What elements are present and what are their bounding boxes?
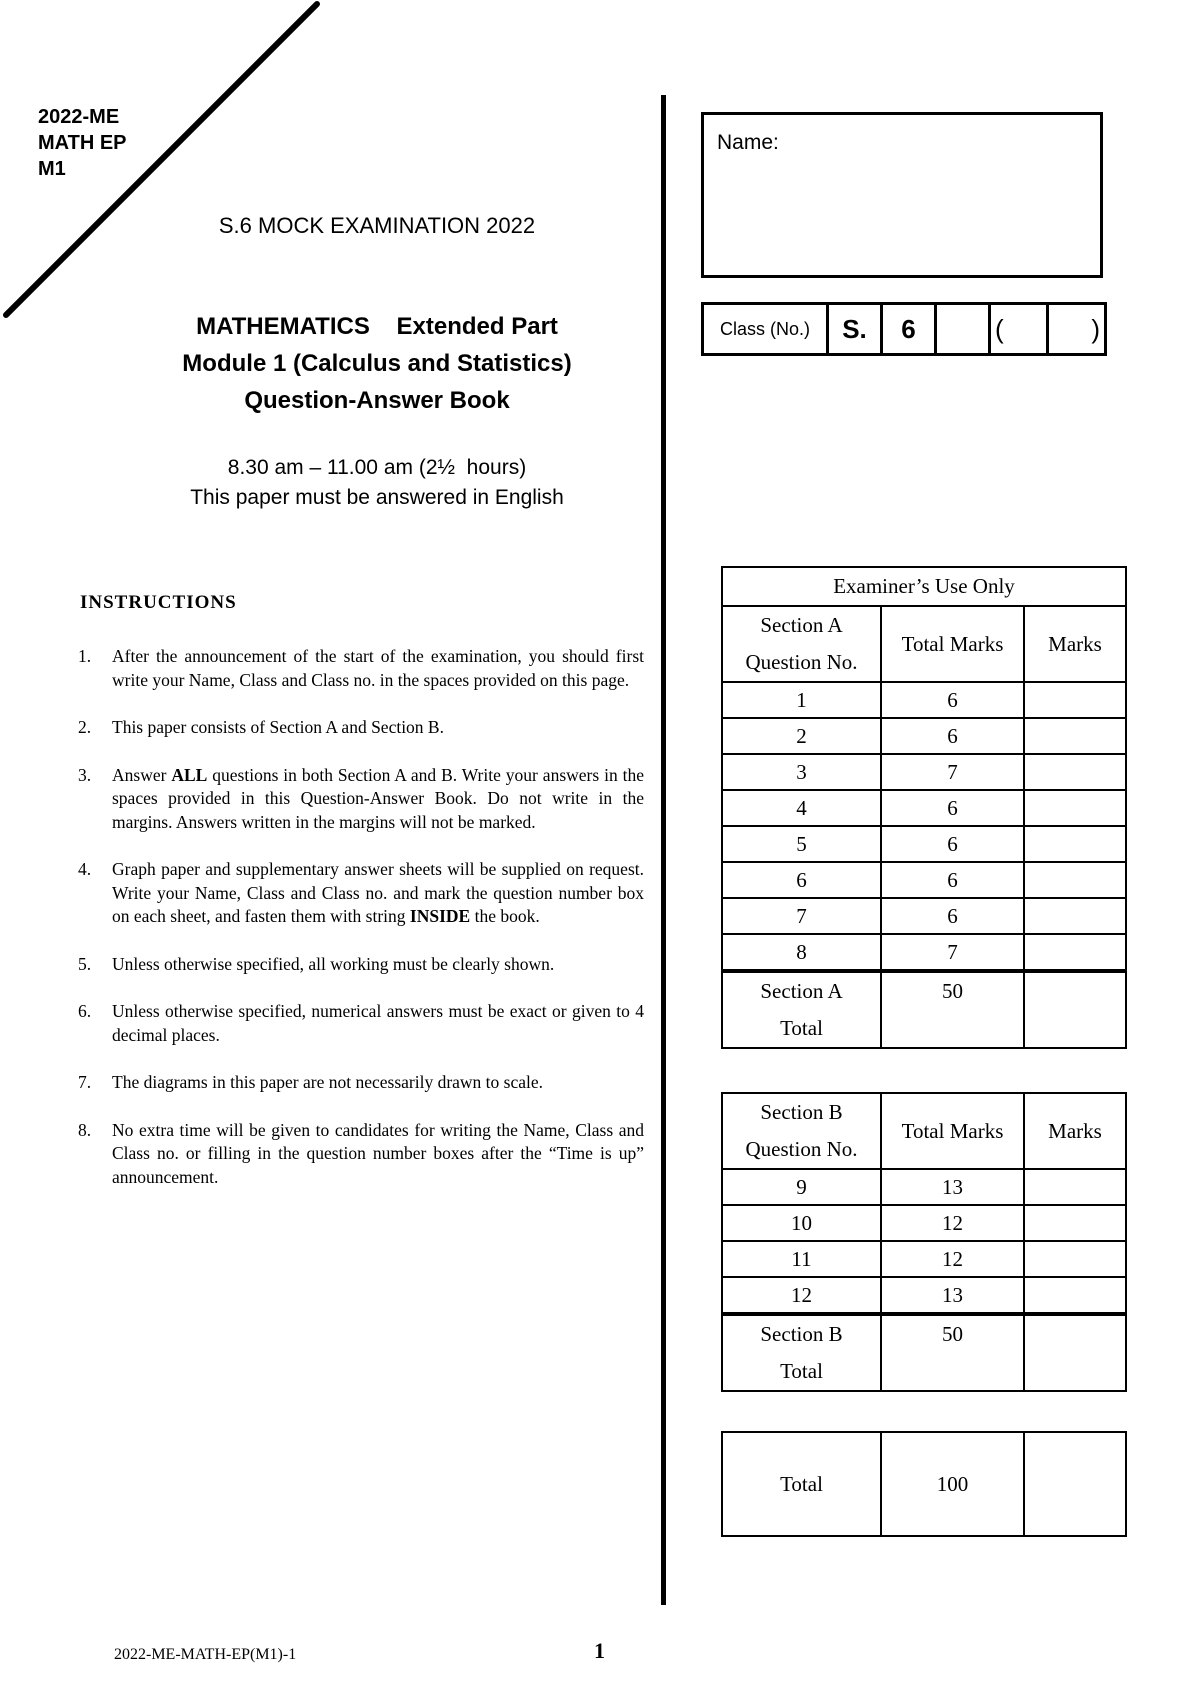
table-row — [722, 826, 1126, 862]
question-no: 10 — [722, 1205, 881, 1241]
table-row — [722, 682, 1126, 718]
table-row — [722, 1241, 1126, 1277]
total-marks: 6 — [881, 718, 1024, 754]
instruction-text-part: the book. — [470, 906, 540, 926]
instruction-text-part: questions in both Section A and B. Write your answers in the spaces provided in this Question-Answer Book. Do not write in the margins. Answers written in the margins will not be marked. — [112, 764, 645, 832]
section-label: Section B — [760, 1100, 843, 1124]
table-row — [722, 1205, 1126, 1241]
question-no: 4 — [722, 790, 881, 826]
instruction-item — [78, 764, 644, 835]
page-number: 1 — [594, 1638, 605, 1663]
grand-total-label: Total — [722, 1432, 881, 1536]
total-marks-header: Total Marks — [881, 606, 1024, 682]
instructions-list — [78, 645, 644, 1213]
question-no: 7 — [722, 898, 881, 934]
instruction-item — [78, 716, 644, 740]
section-total-label — [722, 1314, 881, 1391]
marks-cell[interactable] — [1024, 718, 1126, 754]
marks-cell[interactable] — [1024, 790, 1126, 826]
total-marks: 13 — [881, 1277, 1024, 1314]
table-row — [722, 862, 1126, 898]
section-label: Section B — [760, 1322, 843, 1346]
section-b-total-row — [722, 1314, 1126, 1391]
question-no-label: Question No. — [745, 1137, 858, 1161]
table-row — [722, 754, 1126, 790]
section-a-header — [722, 606, 881, 682]
total-marks: 6 — [881, 826, 1024, 862]
instruction-text: This paper consists of Section A and Section B. — [112, 717, 444, 737]
instruction-text — [112, 858, 644, 929]
instruction-number: 5. — [78, 953, 92, 974]
footer-code: 2022-ME-MATH-EP(M1)-1 — [114, 1646, 297, 1663]
table-row — [722, 898, 1126, 934]
examiner-title: Examiner’s Use Only — [722, 567, 1126, 606]
total-marks: 6 — [881, 862, 1024, 898]
class-no-open-paren[interactable]: ( — [990, 304, 1048, 355]
question-no: 8 — [722, 934, 881, 971]
instruction-item — [78, 1071, 644, 1095]
instruction-item — [78, 1119, 644, 1190]
marks-cell[interactable] — [1024, 1169, 1126, 1205]
section-b-header — [722, 1093, 881, 1169]
total-marks: 13 — [881, 1169, 1024, 1205]
table-row — [722, 934, 1126, 971]
question-no: 6 — [722, 862, 881, 898]
paper-code — [38, 104, 127, 182]
table-row — [722, 790, 1126, 826]
instruction-number: 7. — [78, 1072, 92, 1092]
question-no: 5 — [722, 826, 881, 862]
instruction-text: No extra time will be given to candidates for writing the Name, Class and Class no. or filling in the question number boxes after the “Time is up” announcement. — [112, 1119, 644, 1187]
instruction-number: 8. — [78, 1119, 92, 1140]
marks-cell[interactable] — [1024, 1205, 1126, 1241]
marks-cell[interactable] — [1024, 971, 1126, 1048]
total-marks: 12 — [881, 1241, 1024, 1277]
section-total-value: 50 — [881, 971, 1024, 1048]
exam-title: S.6 MOCK EXAMINATION 2022 — [218, 213, 536, 238]
grand-total-table — [721, 1431, 1127, 1537]
total-marks: 12 — [881, 1205, 1024, 1241]
examiner-table-section-a — [721, 566, 1127, 1049]
instruction-item — [78, 645, 644, 692]
marks-cell[interactable] — [1024, 682, 1126, 718]
instruction-text-part: Graph paper and supplementary answer sheets will be supplied on request. Write your Name, Class and Class no. and mark the question number box on each sheet, and fasten them with string — [112, 859, 644, 926]
instruction-text: After the announcement of the start of the examination, you should first write your Name, Class and Class no. in the spaces provided on this page. — [112, 646, 644, 690]
class-number-field — [701, 302, 1107, 356]
column-divider — [661, 95, 666, 1605]
marks-cell[interactable] — [1024, 1277, 1126, 1314]
instructions-heading: INSTRUCTIONS — [80, 592, 237, 613]
instruction-item — [78, 858, 644, 929]
instruction-item — [78, 1000, 644, 1047]
paper-code-line: M1 — [38, 158, 66, 180]
module-line: Module 1 (Calculus and Statistics) — [182, 350, 572, 377]
question-no: 3 — [722, 754, 881, 790]
instruction-number: 1. — [78, 646, 92, 666]
language-note: This paper must be answered in English — [190, 486, 564, 509]
grand-total-value: 100 — [881, 1432, 1024, 1536]
instruction-text: Unless otherwise specified, numerical answers must be exact or given to 4 decimal places. — [112, 1001, 644, 1045]
total-label: Total — [780, 1016, 823, 1040]
marks-cell[interactable] — [1024, 898, 1126, 934]
instruction-number: 2. — [78, 717, 92, 737]
section-total-label — [722, 971, 881, 1048]
instruction-text: Unless otherwise specified, all working must be clearly shown. — [112, 953, 555, 974]
instruction-item — [78, 953, 644, 977]
marks-cell[interactable] — [1024, 934, 1126, 971]
instruction-text-part: Answer — [112, 764, 172, 785]
paper-code-line: 2022-ME — [38, 106, 120, 128]
book-type-line: Question-Answer Book — [244, 387, 510, 414]
table-row — [722, 718, 1126, 754]
total-marks: 6 — [881, 682, 1024, 718]
instruction-number: 6. — [78, 1001, 92, 1021]
class-no-close-paren[interactable]: ) — [1048, 304, 1106, 355]
subject-line: MATHEMATICS Extended Part — [196, 313, 558, 340]
marks-header: Marks — [1024, 1093, 1126, 1169]
instruction-emphasis: INSIDE — [409, 906, 471, 926]
instruction-number: 4. — [78, 859, 92, 879]
marks-cell[interactable] — [1024, 754, 1126, 790]
section-total-value: 50 — [881, 1314, 1024, 1391]
instruction-number: 3. — [78, 764, 92, 785]
total-marks-header: Total Marks — [881, 1093, 1024, 1169]
marks-header: Marks — [1024, 606, 1126, 682]
table-row — [722, 1277, 1126, 1314]
marks-cell[interactable] — [1024, 1314, 1126, 1391]
total-marks: 6 — [881, 790, 1024, 826]
total-label: Total — [780, 1359, 823, 1383]
total-marks: 6 — [881, 898, 1024, 934]
question-no: 12 — [722, 1277, 881, 1314]
question-no-label: Question No. — [745, 650, 858, 674]
paper-code-line: MATH EP — [38, 132, 127, 154]
question-no: 11 — [722, 1241, 881, 1277]
total-marks: 7 — [881, 934, 1024, 971]
question-no: 9 — [722, 1169, 881, 1205]
section-label: Section A — [760, 613, 843, 637]
name-label: Name: — [717, 131, 779, 154]
question-no: 2 — [722, 718, 881, 754]
class-label: Class (No.) — [703, 304, 828, 355]
name-field[interactable] — [701, 112, 1103, 278]
exam-time: 8.30 am – 11.00 am (2½ hours) — [227, 456, 527, 479]
instruction-emphasis: ALL — [171, 764, 208, 785]
class-prefix: S. — [828, 304, 882, 355]
class-form: 6 — [882, 304, 936, 355]
subject-title — [90, 308, 664, 419]
class-letter-box[interactable] — [936, 304, 990, 355]
section-label: Section A — [760, 979, 843, 1003]
total-marks: 7 — [881, 754, 1024, 790]
section-a-total-row — [722, 971, 1126, 1048]
grand-total-marks-cell[interactable] — [1024, 1432, 1126, 1536]
instruction-text: The diagrams in this paper are not necessarily drawn to scale. — [112, 1072, 544, 1092]
examiner-table-section-b — [721, 1092, 1127, 1392]
marks-cell[interactable] — [1024, 862, 1126, 898]
instruction-text — [112, 764, 644, 835]
exam-time-block — [90, 453, 664, 513]
question-no: 1 — [722, 682, 881, 718]
table-row — [722, 1169, 1126, 1205]
marks-cell[interactable] — [1024, 1241, 1126, 1277]
marks-cell[interactable] — [1024, 826, 1126, 862]
